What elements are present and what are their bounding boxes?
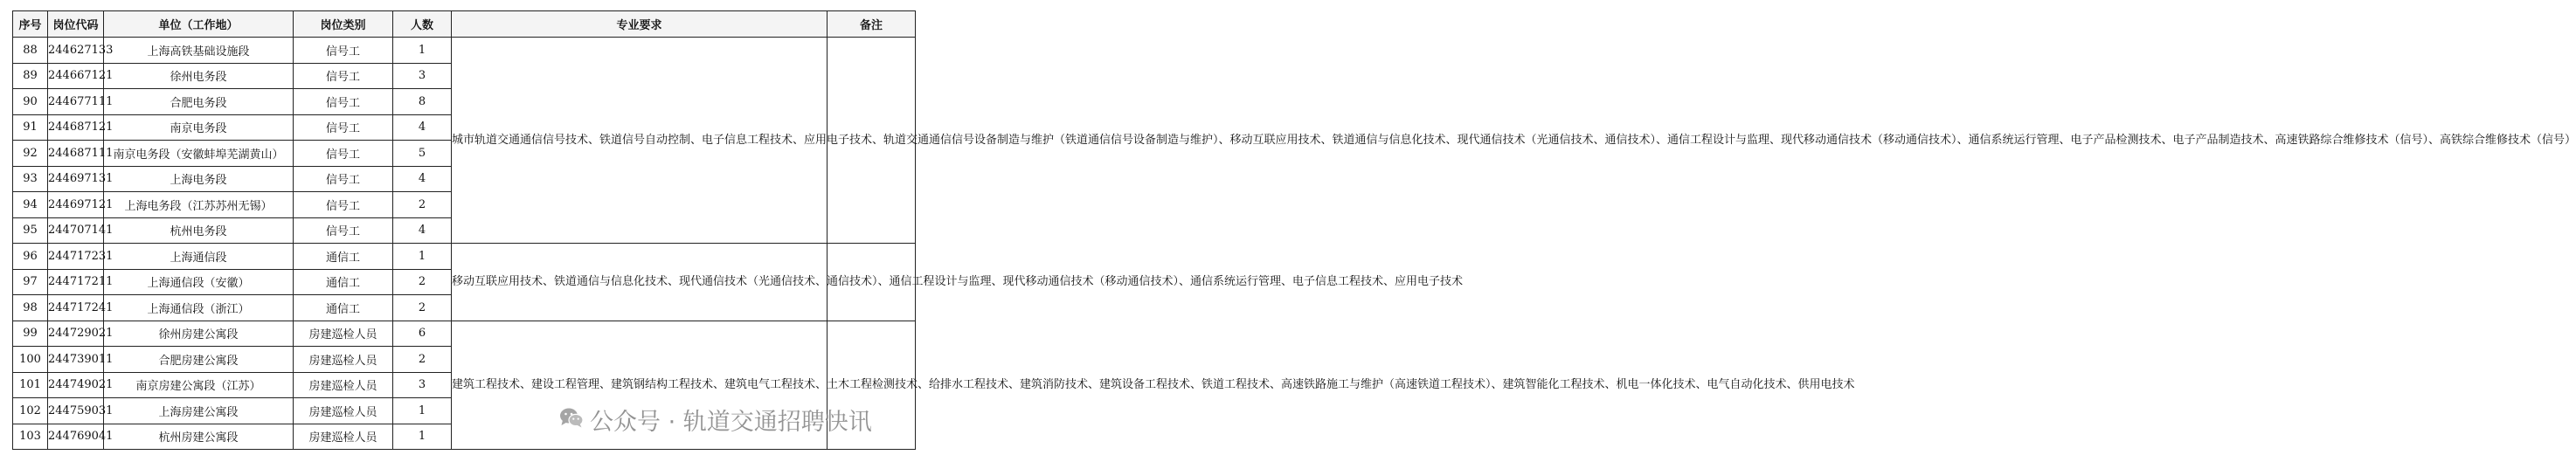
unit-cell: 上海电务段（江苏苏州无锡） [104, 192, 294, 218]
unit-cell: 南京电务段 [104, 114, 294, 141]
headcount-cell: 3 [393, 63, 452, 89]
unit-cell: 上海通信段（安徽） [104, 269, 294, 295]
seq-cell: 103 [13, 424, 48, 450]
requirement-text: 城市轨道交通通信信号技术、铁道信号自动控制、电子信息工程技术、应用电子技术、轨道交通通信信号设备制造与维护（铁道通信信号设备制造与维护）、移动互联应用技术、铁道通信与信息化技术、现代通信技术（光通信技术、通信技术）、通信工程设计与监理、现代移动通信技术（移动通信技术）、通信系统运行管理、电子产品检测技术、电子产品制造技术、高速铁路综合维修技术（信号）、高铁综合维修技术（信号） [452, 134, 2576, 147]
requirement-text: 建筑工程技术、建设工程管理、建筑钢结构工程技术、建筑电气工程技术、土木工程检测技术、给排水工程技术、建筑消防技术、建筑设备工程技术、铁道工程技术、高速铁路施工与维护（高速铁道工程技术）、建筑智能化工程技术、机电一体化技术、电气自动化技术、供用电技术 [452, 378, 1855, 392]
seq-cell: 92 [13, 141, 48, 167]
category-cell: 信号工 [294, 89, 393, 115]
headcount-cell: 1 [393, 398, 452, 424]
unit-cell: 杭州电务段 [104, 217, 294, 244]
headcount-cell: 2 [393, 347, 452, 373]
unit-cell: 徐州电务段 [104, 63, 294, 89]
position-code-cell: 244687121 [48, 114, 104, 141]
unit-cell: 合肥房建公寓段 [104, 347, 294, 373]
unit-cell: 上海房建公寓段 [104, 398, 294, 424]
unit-cell: 杭州房建公寓段 [104, 424, 294, 450]
table-row [13, 244, 916, 270]
headcount-cell: 5 [393, 141, 452, 167]
category-cell: 信号工 [294, 141, 393, 167]
position-code-cell: 244707141 [48, 217, 104, 244]
headcount-cell: 4 [393, 217, 452, 244]
category-cell: 房建巡检人员 [294, 347, 393, 373]
header-unit: 单位（工作地） [104, 11, 294, 38]
seq-cell: 94 [13, 192, 48, 218]
headcount-cell: 2 [393, 295, 452, 321]
category-cell: 信号工 [294, 38, 393, 64]
unit-cell: 南京电务段（安徽蚌埠芜湖黄山） [104, 141, 294, 167]
headcount-cell: 2 [393, 269, 452, 295]
position-code-cell: 244729021 [48, 321, 104, 347]
seq-cell: 95 [13, 217, 48, 244]
headcount-cell: 4 [393, 114, 452, 141]
position-code-cell: 244677111 [48, 89, 104, 115]
positions-table [12, 10, 2576, 450]
seq-cell: 90 [13, 89, 48, 115]
seq-cell: 93 [13, 166, 48, 192]
headcount-cell: 1 [393, 424, 452, 450]
position-code-cell: 244697131 [48, 166, 104, 192]
category-cell: 信号工 [294, 192, 393, 218]
table-row [13, 321, 916, 347]
position-code-cell: 244717211 [48, 269, 104, 295]
header-note: 备注 [828, 11, 916, 38]
unit-cell: 南京房建公寓段（江苏） [104, 372, 294, 398]
position-code-cell: 244627133 [48, 38, 104, 64]
position-code-cell: 244697121 [48, 192, 104, 218]
watermark-text: 公众号 · 轨道交通招聘快讯 [590, 408, 872, 436]
watermark [559, 404, 872, 434]
headcount-cell: 1 [393, 38, 452, 64]
category-cell: 信号工 [294, 217, 393, 244]
position-code-cell: 244739011 [48, 347, 104, 373]
requirement-text: 移动互联应用技术、铁道通信与信息化技术、现代通信技术（光通信技术、通信技术）、通信工程设计与监理、现代移动通信技术（移动通信技术）、通信系统运行管理、电子信息工程技术、应用电子技术 [452, 275, 1464, 289]
category-cell: 房建巡检人员 [294, 424, 393, 450]
headcount-cell: 2 [393, 192, 452, 218]
seq-cell: 96 [13, 244, 48, 270]
position-code-cell: 244749021 [48, 372, 104, 398]
seq-cell: 102 [13, 398, 48, 424]
headcount-cell: 8 [393, 89, 452, 115]
header-requirement: 专业要求 [452, 11, 828, 38]
seq-cell: 99 [13, 321, 48, 347]
seq-cell: 88 [13, 38, 48, 64]
headcount-cell: 4 [393, 166, 452, 192]
unit-cell: 上海高铁基础设施段 [104, 38, 294, 64]
position-code-cell: 244769041 [48, 424, 104, 450]
table-header [13, 11, 916, 38]
requirement-cell [452, 244, 1464, 321]
category-cell: 信号工 [294, 63, 393, 89]
category-cell: 信号工 [294, 114, 393, 141]
position-code-cell: 244717231 [48, 244, 104, 270]
header-position-code: 岗位代码 [48, 11, 104, 38]
header-headcount: 人数 [393, 11, 452, 38]
category-cell: 通信工 [294, 244, 393, 270]
wechat-icon [559, 407, 584, 431]
table-row [13, 38, 916, 64]
position-code-cell: 244717241 [48, 295, 104, 321]
category-cell: 信号工 [294, 166, 393, 192]
seq-cell: 100 [13, 347, 48, 373]
unit-cell: 合肥电务段 [104, 89, 294, 115]
category-cell: 通信工 [294, 295, 393, 321]
category-cell: 房建巡检人员 [294, 321, 393, 347]
header-seq: 序号 [13, 11, 48, 38]
position-code-cell: 244667121 [48, 63, 104, 89]
unit-cell: 上海通信段 [104, 244, 294, 270]
category-cell: 通信工 [294, 269, 393, 295]
unit-cell: 上海电务段 [104, 166, 294, 192]
headcount-cell: 6 [393, 321, 452, 347]
seq-cell: 101 [13, 372, 48, 398]
unit-cell: 上海通信段（浙江） [104, 295, 294, 321]
category-cell: 房建巡检人员 [294, 372, 393, 398]
header-category: 岗位类别 [294, 11, 393, 38]
headcount-cell: 1 [393, 244, 452, 270]
seq-cell: 91 [13, 114, 48, 141]
header-row [13, 11, 916, 38]
seq-cell: 98 [13, 295, 48, 321]
position-code-cell: 244687111 [48, 141, 104, 167]
seq-cell: 89 [13, 63, 48, 89]
seq-cell: 97 [13, 269, 48, 295]
unit-cell: 徐州房建公寓段 [104, 321, 294, 347]
headcount-cell: 3 [393, 372, 452, 398]
category-cell: 房建巡检人员 [294, 398, 393, 424]
table-body [13, 38, 2576, 450]
position-code-cell: 244759031 [48, 398, 104, 424]
requirement-cell [452, 38, 2576, 244]
